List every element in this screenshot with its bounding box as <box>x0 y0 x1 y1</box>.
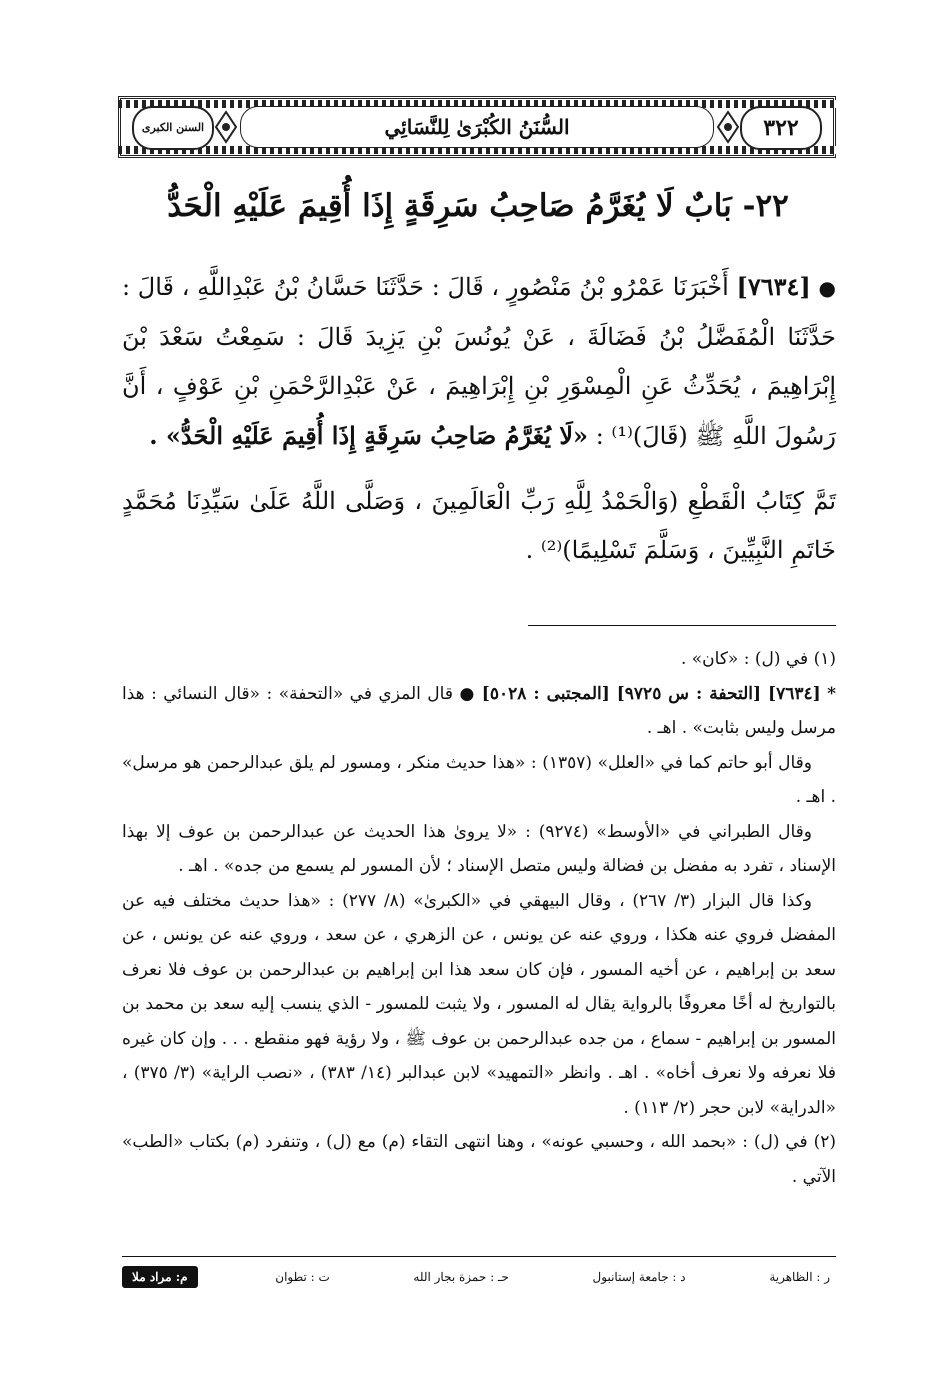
manuscript-t: ت : تطوان <box>275 1270 330 1284</box>
hadith-paragraph <box>122 262 836 461</box>
credit-badge: م: مراد ملا <box>122 1266 198 1288</box>
hadith-text: أَخْبَرَنَا عَمْرُو بْنُ مَنْصُورٍ ، قَالَ : حَدَّثَنَا حَسَّانُ بْنُ عَبْدِاللَّهِ ، قَالَ : حَدَّثَنَا الْمُفَضَّلُ بْنُ فَضَالَةَ ، عَنْ يُونُسَ بْنِ يَزِيدَ قَالَ : سَمِعْتُ سَعْدَ بْنَ إِبْرَاهِيمَ ، يُحَدِّثُ عَنِ الْمِسْوَرِ بْنِ إِبْرَاهِيمَ ، عَنْ عَبْدِالرَّحْمَنِ بْنِ عَوْفٍ ، أَنَّ رَسُولَ اللَّهِ ﷺ (قَالَ)⁽¹⁾ : <box>122 273 836 450</box>
manuscript-h: حـ : حمزة بجار الله <box>413 1270 509 1284</box>
takhrij-paragraph-3: وكذا قال البزار (٣/ ٢٦٧) ، وقال البيهقي في «الكبرىٰ» (٨/ ٢٧٧) : «هذا حديث مختلف فيه عن المفضل فروي عنه هكذا ، وروي عنه عن يونس ، عن الزهري ، عن سعد ، وروي عنه عن يونس ، عن سعد بن إبراهيم ، عن أخيه المسور ، فإن كان سعد هذا ابن إبراهيم بن عبدالرحمن بن عوف فلا نعرف بالتواريخ له أخًا معروفًا بالرواية يقال له المسور ، ولا يثبت للمسور - الذي ينسب إليه سعد بن محمد بن المسور بن إبراهيم - سماع ، من جده عبدالرحمن بن عوف ﷺ ، ولا رؤية فهو منقطع . . . وإن كان غيره فلا نعرفه ولا نعرف أخاه» . اهـ . وانظر «التمهيد» لابن عبدالبر (١٤/ ٣٨٣) ، «نصب الراية» (٣/ ٣٧٥) ، «الدراية» لابن حجر (٢/ ١١٣) . <box>122 890 837 1118</box>
footnotes <box>122 642 836 1194</box>
reference-bullet-icon: ● <box>459 683 476 704</box>
star-icon: * <box>827 683 836 704</box>
manuscript-key-footer <box>122 1262 836 1292</box>
book-logo-plaque <box>132 106 214 150</box>
footnote-1: (١) في (ل) : «كان» . <box>680 649 836 669</box>
bullet-icon: ● <box>818 276 836 300</box>
book-closing-paragraph: تَمَّ كِتَابُ الْقَطْعِ (وَالْحَمْدُ لِلَّهِ رَبِّ الْعَالَمِينَ ، وَصَلَّى اللَّهُ عَلَىٰ سَيِّدِنَا مُحَمَّدٍ خَاتَمِ النَّبِيِّينَ ، وَسَلَّمَ تَسْلِيمًا)⁽²⁾ . <box>122 487 836 564</box>
page-number: ٣٢٢ <box>763 115 799 141</box>
ornament-left-icon <box>214 110 238 144</box>
manuscript-d: د : جامعة إستانبول <box>592 1270 686 1284</box>
takhrij-paragraph-1: وقال أبو حاتم كما في «العلل» (١٣٥٧) : «هذا حديث منكر ، ومسور لم يلق عبدالرحمن هو مرسل» . اهـ . <box>122 752 836 807</box>
footer-separator <box>122 1256 836 1257</box>
reference-text: قال المزي في «التحفة» : «قال النسائي : هذا مرسل وليس بثابت» . اهـ . <box>122 683 836 738</box>
header-title-box <box>240 106 714 148</box>
book-logo: السنن الكبرى <box>141 120 205 134</box>
reference-codes: [٧٦٣٤] [التحفة : س ٩٧٢٥] [المجتبى : ٥٠٢٨] <box>481 683 821 704</box>
hadith-quote: «لَا يُغَرَّمُ صَاحِبُ سَرِقَةٍ إِذَا أُقِيمَ عَلَيْهِ الْحَدُّ» . <box>149 421 589 450</box>
footnote-2: (٢) في (ل) : «بحمد الله ، وحسبي عونه» ، وهنا انتهى التقاء (م) مع (ل) ، وتنفرد (م) بكتاب «الطب» الآتي . <box>122 1132 836 1187</box>
takhrij-paragraph-2: وقال الطبراني في «الأوسط» (٩٢٧٤) : «لا يروىٰ هذا الحديث عن عبدالرحمن بن عوف إلا بهذا الإسناد ، تفرد به مفضل بن فضالة وليس متصل الإسناد ؛ لأن المسور لم يسمع من جده» . اهـ . <box>122 821 836 876</box>
hadith-number: [٧٦٣٤] <box>736 272 811 301</box>
running-title: السُّنَنُ الكُبْرَىٰ لِلنَّسَائِي <box>384 115 570 139</box>
page-header <box>118 96 836 158</box>
main-text <box>122 262 836 575</box>
manuscript-r: ر : الظاهرية <box>769 1270 830 1284</box>
ornament-right-icon <box>716 110 740 144</box>
page-number-plaque <box>740 106 822 150</box>
footnote-separator <box>528 625 836 626</box>
chapter-heading: ٢٢- بَابٌ لَا يُغَرَّمُ صَاحِبُ سَرِقَةٍ إِذَا أُقِيمَ عَلَيْهِ الْحَدُّ <box>167 188 789 224</box>
takhrij-reference <box>122 677 836 746</box>
